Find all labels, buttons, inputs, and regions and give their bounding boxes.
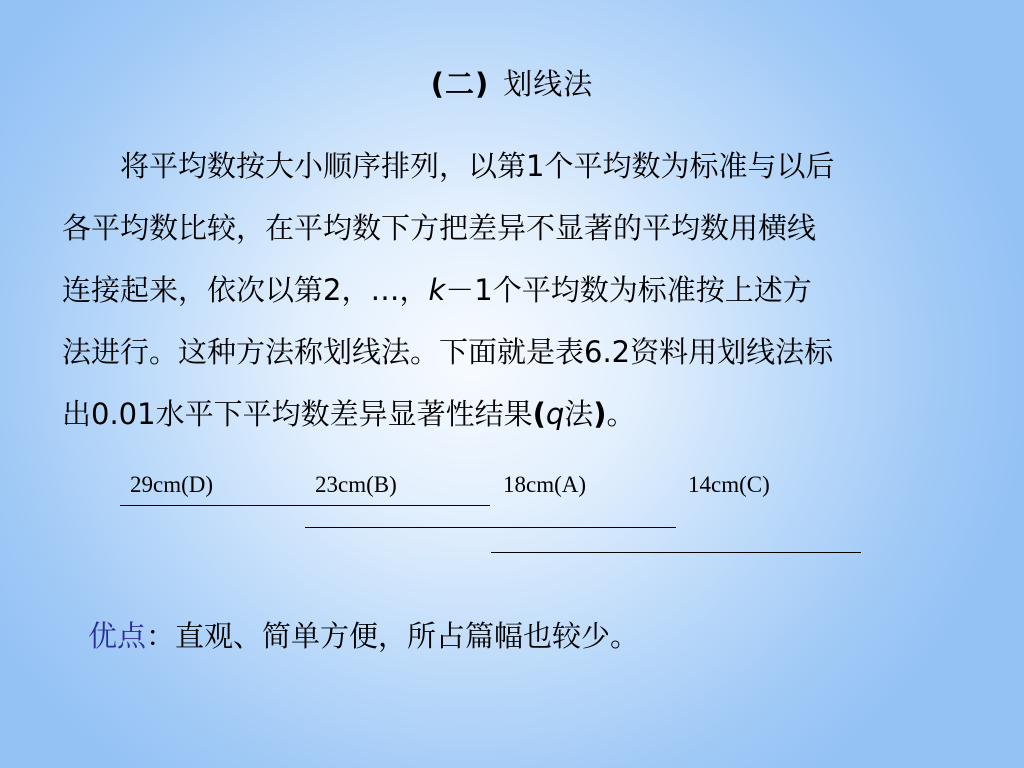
paragraph-text: －1个平均数为标准按上述方 [445, 273, 812, 307]
paragraph-line [62, 383, 982, 445]
paragraph-line [62, 259, 982, 321]
variable-q: q [545, 397, 565, 431]
nonsignificance-line [491, 552, 861, 553]
paragraph-text: 法 [564, 397, 594, 431]
variable-k: k [428, 273, 446, 307]
advantage-text: 直观、简单方便，所占篇幅也较少。 [175, 619, 640, 653]
advantage-note [88, 614, 639, 655]
mean-label-c: 14cm(C) [688, 472, 770, 497]
mean-label-a: 18cm(A) [503, 472, 587, 497]
paragraph-line: 法进行。这种方法称划线法。下面就是表6.2资料用划线法标 [62, 335, 834, 369]
title-number: (二) [430, 67, 490, 101]
nonsignificance-line [120, 505, 490, 506]
advantage-label: 优点 [88, 619, 147, 653]
title-text: 划线法 [503, 67, 594, 101]
nonsignificance-line [305, 527, 676, 528]
paragraph-text: 连接起来，依次以第2，…， [62, 273, 429, 307]
paragraph-text: 。 [606, 397, 636, 431]
paragraph-line: 各平均数比较，在平均数下方把差异不显著的平均数用横线 [62, 211, 817, 245]
mean-label-d: 29cm(D) [130, 472, 214, 497]
advantage-colon: ： [146, 619, 176, 653]
paragraph-line: 将平均数按大小顺序排列，以第1个平均数为标准与以后 [120, 149, 835, 183]
paren-open: ( [532, 397, 546, 431]
paragraph-text: 出0.01水平下平均数差异显著性结果 [62, 397, 533, 431]
slide-title [0, 62, 1024, 103]
paren-close: ) [593, 397, 607, 431]
body-paragraph [62, 135, 982, 445]
mean-label-b: 23cm(B) [315, 472, 397, 497]
